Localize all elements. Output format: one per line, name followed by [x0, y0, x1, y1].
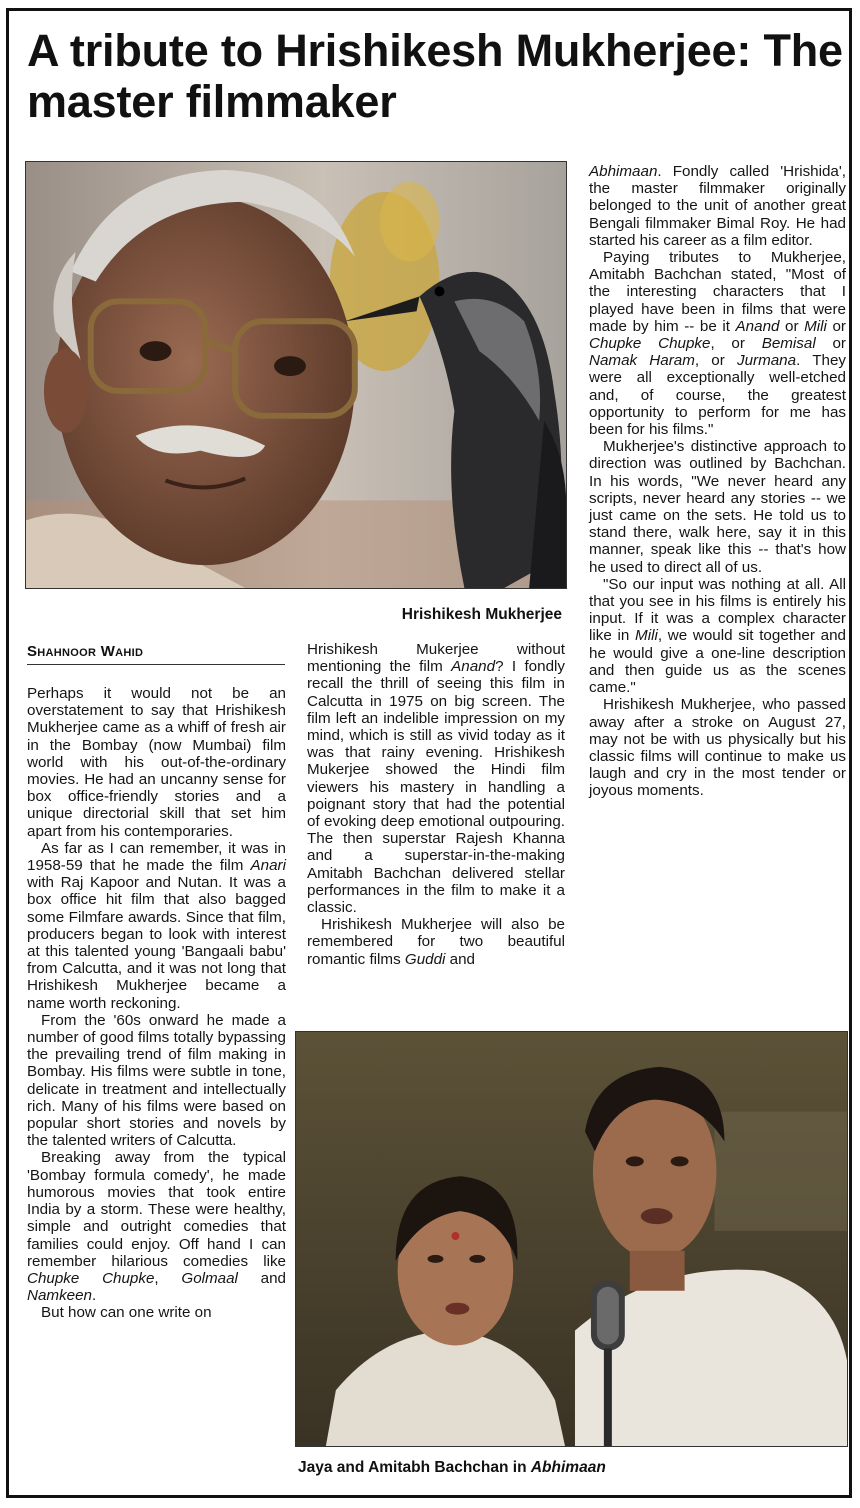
film-title: Abhimaan	[589, 163, 658, 180]
film-title: Guddi	[404, 950, 446, 968]
article-paragraph: From the '60s onward he made a number of good films totally bypassing the prevailing trend of film making in Bombay. His films were subtle in tone, delicate in treatment and intellectually rich. Many of his films were based on popular short stories and novels by the talented writers of Calcutta.	[27, 1011, 286, 1150]
film-title: Jurmana	[736, 352, 797, 370]
headline: A tribute to Hrishikesh Mukherjee: The master filmmaker	[27, 25, 843, 127]
film-title: Bemisal	[761, 335, 816, 353]
article-paragraph: Paying tributes to Mukherjee, Amitabh Bachchan stated, "Most of the interesting characters that I played have been in films that were made by him -- be it Anand or Mili or Chupke Chupke, or Bemisal or Namak Haram, or Jurmana. They were all exceptionally well-etched and, of course, the greatest opportunity to perform for me has been for his films."	[589, 249, 846, 439]
film-still-photo	[295, 1031, 848, 1447]
film-title: Anand	[451, 658, 496, 676]
portrait-photo-image	[26, 162, 566, 588]
article-column-3	[589, 163, 846, 800]
film-still-caption	[298, 1459, 606, 1477]
film-title: Chupke Chupke	[27, 1269, 155, 1287]
article-paragraph: Breaking away from the typical 'Bombay formula comedy', he made humorous movies that took entire India by a storm. These were healthy, simple and outright comedies that families could enjoy. Off hand I can remember hilarious comedies like Chupke Chupke, Golmaal and Namkeen.	[27, 1149, 286, 1305]
film-title: Namkeen	[27, 1287, 92, 1305]
portrait-caption: Hrishikesh Mukherjee	[401, 606, 562, 623]
article-paragraph: Perhaps it would not be an overstatement to say that Hrishikesh Mukherjee came as a whiff of fresh air in the Bombay (now Mumbai) film world with his out-of-the-ordinary movies. He had an uncanny sense for box office-friendly stories and a unique directorial skill that set him apart from his contemporaries.	[27, 685, 286, 840]
film-title: Golmaal	[181, 1269, 238, 1287]
film-title: Mili	[804, 317, 827, 335]
newspaper-page	[6, 8, 852, 1498]
article-paragraph: But how can one write on	[41, 1304, 212, 1322]
article-paragraph: Abhimaan. Fondly called 'Hrishida', the master filmmaker originally belonged to the unit of another great Bengali filmmaker Bimal Roy. He had started his career as a film editor.	[589, 163, 846, 249]
article-column-2	[307, 641, 565, 968]
film-title: Anari	[250, 857, 286, 875]
article-column-1	[27, 685, 286, 1322]
article-paragraph: "So our input was nothing at all. All that you see in his films is entirely his input. If it was a complex character like in Mili, we would sit together and he would give a one-line description and then guide us as the scenes came."	[589, 575, 846, 697]
film-title: Namak Haram	[589, 352, 695, 370]
film-still-caption-text: Jaya and Amitabh Bachchan in	[298, 1459, 531, 1476]
film-still-image	[296, 1032, 847, 1446]
article-paragraph: Mukherjee's distinctive approach to direction was outlined by Bachchan. In his words, "We never heard any scripts, never heard any stories -- we just came on the sets. He told us to stand there, walk here, say it in this manner, speak like this -- that's how he used to direct all of us.	[589, 438, 846, 576]
portrait-photo	[25, 161, 567, 589]
film-title: Mili	[635, 627, 658, 645]
article-paragraph: As far as I can remember, it was in 1958-59 that he made the film Anari with Raj Kapoor and Nutan. It was a box office hit film that also bagged some Filmfare awards. Since that film, producers began to look with interest at this talented young 'Bangaali babu' from Calcutta, and it was not long that Hrishikesh Mukherjee became a name worth reckoning.	[27, 839, 286, 1012]
film-still-caption-title: Abhimaan	[530, 1459, 606, 1476]
byline: Shahnoor Wahid	[27, 643, 285, 665]
article-paragraph: Hrishikesh Mukherjee, who passed away after a stroke on August 27, may not be with us physically but his classic films will continue to make us laugh and cry in the most tender or joyous moments.	[589, 696, 846, 800]
film-title: Chupke Chupke	[589, 335, 711, 353]
article-paragraph: Hrishikesh Mukherjee will also be remembered for two beautiful romantic films Guddi and	[307, 916, 565, 968]
film-title: Anand	[735, 317, 780, 335]
article-paragraph: Hrishikesh Mukerjee without mentioning the film Anand? I fondly recall the thrill of seeing this film in Calcutta in 1975 on big screen. The film left an indelible impression on my mind, which is still as vivid today as it was that rainy evening. Hrishikesh Mukerjee showed the Hindi film viewers his mastery in handling a poignant story that had the potential of evoking deep emotional outpouring. The then superstar Rajesh Khanna and a superstar-in-the-making Amitabh Bachchan delivered stellar performances in the film to make it a classic.	[307, 641, 565, 917]
